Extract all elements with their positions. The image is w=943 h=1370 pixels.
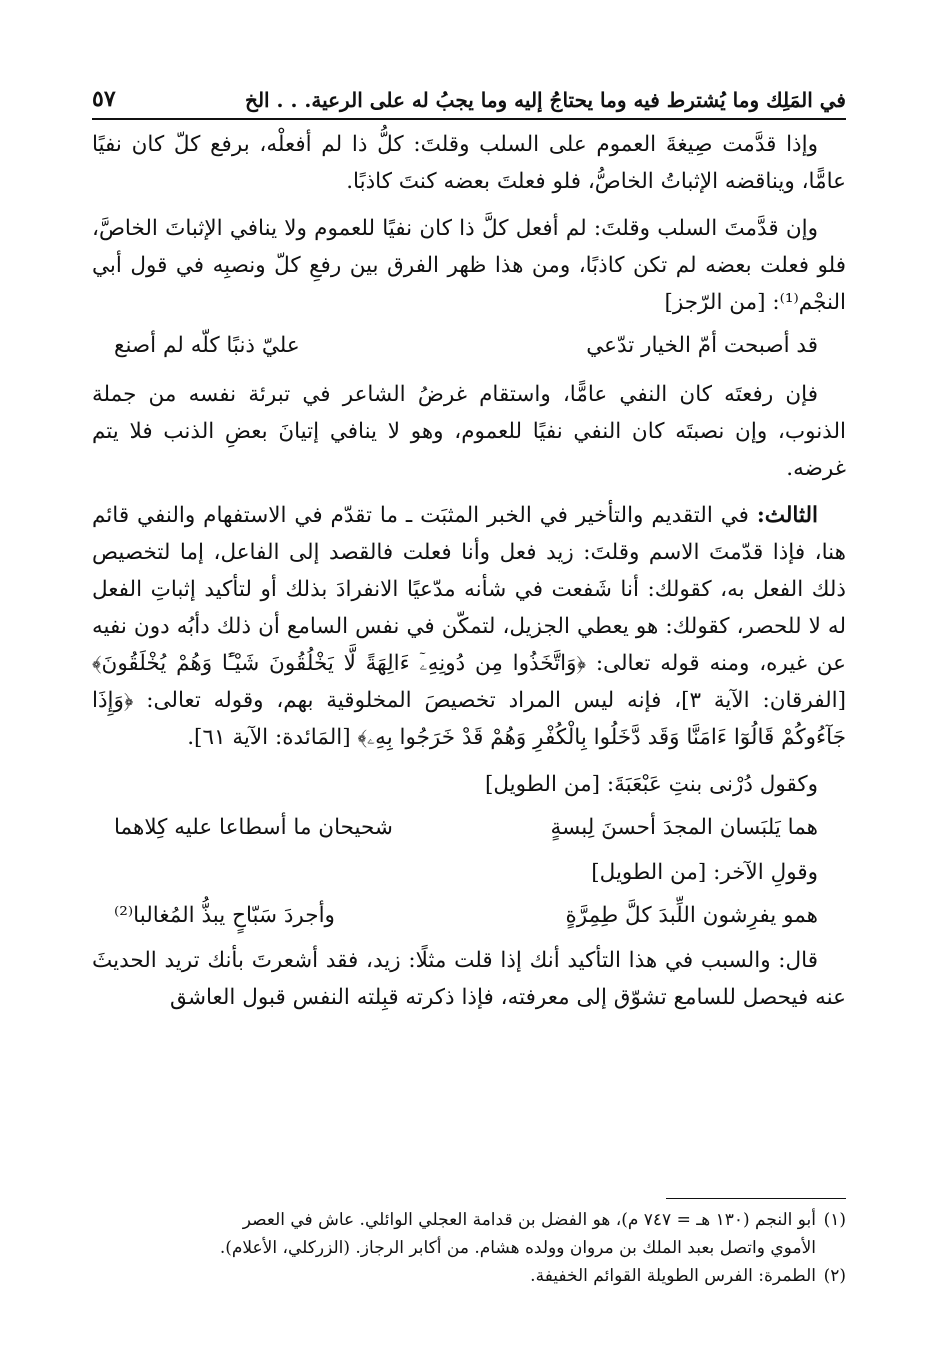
footnote-separator [666,1198,846,1199]
verse-2 [92,809,846,846]
paragraph-1: وإذا قدَّمت صِيغةَ العموم على السلب وقلتَ: كلُّ ذا لم أفعلْه، برفع كلّ كان نفيًا عامًّا، ويناقضه الإثباتُ الخاصُّ، فلو فعلتَ بعضه كنتَ كاذبًا. [92,132,846,194]
verse-3 [92,897,846,934]
footnote-1 [92,1206,846,1234]
footnote-2-number: (٢) [823,1266,846,1286]
verse-2-first-hemistich: هما يَلبَسان المجدَ أحسنَ لِبسةٍ [550,815,818,840]
paragraph-3: فإن رفعتَه كان النفي عامًّا، واستقام غرضُ الشاعر في تبرئة نفسه من جملة الذنوب، وإن نصبتَه كان النفي نفيًا للعموم، وهو لا ينافي إتيانَ بعضِ الذنب فلا يتم غرضه. [92,382,846,481]
running-title: في المَلِك وما يُشترط فيه وما يحتاجُ إليه وما يجبُ له على الرعية. . . الخ [245,88,846,112]
verse-1 [92,327,846,364]
footnotes [92,1206,846,1290]
footnote-2-text: الطمرة: الفرس الطويلة القوائم الخفيفة. [530,1266,816,1286]
paragraph-5: قال: والسبب في هذا التأكيد أنك إذا قلت مثلًا: زيد، فقد أشعرتَ بأنك تريد الحديثَ عنه فيحصل للسامع تشوّق إلى معرفته، فإذا ذكرته قبِلته النفس قبول العاشق [92,948,846,1010]
verse-1-first-hemistich: قد أصبحت أمّ الخيار تدّعي [586,333,818,358]
verse-3-intro: وقولِ الآخر: [من الطويل] [591,860,818,885]
verse-2-second-hemistich: شحيحان ما أسطاعا عليه كِلاهما [114,815,393,840]
section-lead: الثالث: [756,503,818,528]
paragraph-4 [92,497,846,756]
verse-1-second-hemistich: عليّ ذنبًا كلّه لم أصنع [114,333,300,358]
verse-3-first-hemistich: همو يفرِشون اللِّبدَ كلَّ طِمِرَّةٍ [565,903,818,928]
page-number: ٥٧ [92,86,116,112]
footnote-1-number: (١) [823,1210,846,1230]
verse-2-intro: وكقول دُرْنى بنتِ عَبْعَبَةَ: [من الطويل] [485,772,818,797]
paragraph-2: وإن قدَّمتَ السلب وقلتَ: لم أفعل كلَّ ذا كان نفيًا للعموم ولا ينافي الإثباتَ الخاصَّ، فلو فعلت بعضه لم تكن كاذبًا، ومن هذا ظهر الفرق بين رفعِ كلّ ونصبِه في قول أبي النجْم⁽¹⁾: [من الرّجز] [92,216,846,315]
verse-3-second-hemistich: وأجردَ سَبّاحٍ يبذُّ المُغالبا⁽²⁾ [114,903,335,928]
footnote-1-continued: الأموي واتصل بعبد الملك بن مروان وولده هشام. من أكابر الرجاز. (الزركلي، الأعلام). [219,1238,816,1258]
main-text [92,126,846,1016]
footnote-2 [92,1262,846,1290]
running-header [92,78,846,120]
paragraph-4-text: في التقديم والتأخير في الخبر المثبَت ـ ما تقدّم في الاستفهام والنفي قائم هنا، فإذا قدّمتَ الاسم وقلتَ: زيد فعل وأنا فعلت فالقصد إلى الفاعل، إما لتخصيص ذلك الفعل به، كقولك: أنا شَفعت في شأنه مدّعيًا الانفرادَ بذلك أو لتأكيد إثباتِ الفعل له لا للحصر، كقولك: هو يعطي الجزيل، لتمكّن في نفس السامع أن ذلك دأبُه دون نفيه عن غيره، ومنه قوله تعالى: ﴿وَاتَّخَذُوا مِن دُونِهِۦٓ ءَالِهَةً لَّا يَخْلُقُونَ شَيْـًٔا وَهُمْ يُخْلَقُونَ﴾ [الفرقان: الآية ٣]، فإنه ليس المراد تخصيصَ المخلوقية بهم، وقوله تعالى: ﴿وَإِذَا جَآءُوكُمْ قَالُوٓا ءَامَنَّا وَقَد دَّخَلُوا بِالْكُفْرِ وَهُمْ قَدْ خَرَجُوا بِهِۦ﴾ [المَائدة: الآية ٦١]. [92,503,846,750]
page [92,78,846,1348]
footnote-1-line-1: أبو النجم (١٣٠ هـ = ٧٤٧ م)، هو الفضل بن قدامة العجلي الوائلي. عاش في العصر [242,1210,816,1230]
